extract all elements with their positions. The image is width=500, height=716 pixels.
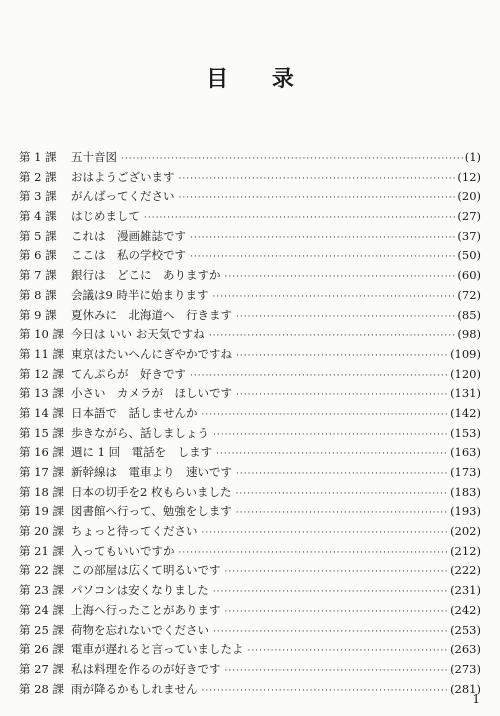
dot-leader <box>248 642 449 662</box>
lesson-page-reference: (109) <box>450 346 481 361</box>
dot-leader <box>236 308 455 328</box>
dot-leader <box>225 603 449 623</box>
toc-entry <box>19 384 481 404</box>
lesson-number: 第 27 課 <box>19 661 64 676</box>
toc-entry <box>19 266 481 286</box>
lesson-number: 第 6 課 <box>19 248 57 263</box>
lesson-title: 電車が遅れると言っていましたよ <box>71 642 244 657</box>
dot-leader <box>179 189 456 209</box>
lesson-page-reference: (222) <box>450 563 481 578</box>
dot-leader <box>225 563 449 583</box>
lesson-number: 第 14 課 <box>19 405 64 420</box>
lesson-title: はじめまして <box>71 209 140 224</box>
dot-leader <box>190 248 455 268</box>
lesson-page-reference: (212) <box>450 543 481 558</box>
lesson-page-reference: (153) <box>450 425 481 440</box>
dot-leader <box>236 386 448 406</box>
lesson-page-reference: (163) <box>450 445 481 460</box>
dot-leader <box>213 426 448 446</box>
lesson-title: 東京はたいへんにぎやかですね <box>71 346 232 361</box>
lesson-title: 今日は いい お天気ですね <box>71 327 205 342</box>
toc-entry <box>19 463 481 483</box>
toc-entry <box>19 207 481 227</box>
lesson-number: 第 4 課 <box>19 209 57 224</box>
dot-leader <box>190 229 455 249</box>
lesson-number: 第 26 課 <box>19 642 64 657</box>
dot-leader <box>225 268 456 288</box>
lesson-page-reference: (85) <box>457 307 481 322</box>
lesson-title: 新幹線は 電車より 速いです <box>71 465 232 479</box>
lesson-page-reference: (120) <box>450 366 481 381</box>
toc-entry <box>19 680 481 700</box>
lesson-title: 日本の切手を2 枚もらいました <box>71 484 232 499</box>
dot-leader <box>144 209 455 229</box>
lesson-page-reference: (193) <box>450 504 481 519</box>
toc-entry <box>19 443 481 463</box>
lesson-page-reference: (50) <box>457 248 481 263</box>
lesson-title: 銀行は どこに ありますか <box>71 268 221 283</box>
lesson-number: 第 12 課 <box>19 366 64 381</box>
toc-entry <box>19 522 481 542</box>
dot-leader <box>179 170 456 190</box>
lesson-title: 雨が降るかもしれません <box>71 681 198 696</box>
toc-entry <box>19 640 481 660</box>
page-title: 目 录 <box>206 66 312 92</box>
toc-entry <box>19 187 481 207</box>
lesson-page-reference: (142) <box>450 405 481 420</box>
lesson-page-reference: (183) <box>450 484 481 499</box>
lesson-number: 第 20 課 <box>19 524 64 539</box>
dot-leader <box>235 485 448 505</box>
lesson-number: 第 19 課 <box>19 504 64 519</box>
lesson-page-reference: (273) <box>450 661 481 676</box>
toc-entry <box>19 621 481 641</box>
lesson-title: 五十音図 <box>71 150 117 164</box>
lesson-number: 第 1 課 <box>19 150 57 164</box>
dot-leader <box>213 623 448 643</box>
page-number: 1 <box>472 692 480 706</box>
lesson-page-reference: (60) <box>457 268 481 283</box>
toc-entry <box>19 325 481 345</box>
lesson-number: 第 7 課 <box>19 268 57 283</box>
lesson-number: 第 28 課 <box>19 681 64 696</box>
dot-leader <box>236 504 448 524</box>
lesson-number: 第 2 課 <box>19 169 57 184</box>
lesson-title: てんぷらが 好きです <box>71 366 186 381</box>
toc-entry <box>19 660 481 680</box>
dot-leader <box>202 524 449 544</box>
lesson-title: がんばってください <box>71 189 175 204</box>
lesson-number: 第 22 課 <box>19 563 64 578</box>
lesson-page-reference: (263) <box>450 642 481 657</box>
lesson-number: 第 3 課 <box>19 189 57 204</box>
dot-leader <box>213 583 448 603</box>
lesson-page-reference: (202) <box>450 524 481 539</box>
lesson-title: 週に 1 回 電話を します <box>71 445 213 460</box>
lesson-number: 第 5 課 <box>19 228 57 243</box>
toc-entry <box>19 286 481 306</box>
dot-leader <box>202 682 449 702</box>
dot-leader <box>216 445 448 465</box>
dot-leader <box>202 406 449 426</box>
toc-entry <box>19 365 481 385</box>
toc-entry <box>19 246 481 266</box>
lesson-page-reference: (231) <box>450 583 481 598</box>
lesson-number: 第 9 課 <box>19 307 57 322</box>
lesson-number: 第 8 課 <box>19 287 57 302</box>
lesson-page-reference: (98) <box>457 327 481 342</box>
lesson-page-reference: (173) <box>450 465 481 479</box>
lesson-title: 私は料理を作るのが好きです <box>71 661 221 676</box>
lesson-title: 上海へ行ったことがあります <box>71 602 221 617</box>
lesson-title: おはようございます <box>71 169 175 184</box>
dot-leader <box>212 288 455 308</box>
lesson-page-reference: (37) <box>457 228 481 243</box>
toc-entry <box>19 483 481 503</box>
toc-entry <box>19 306 481 326</box>
lesson-number: 第 17 課 <box>19 465 64 479</box>
lesson-title: 会議は9 時半に始まります <box>71 287 209 302</box>
lesson-title: ここは 私の学校です <box>71 248 186 263</box>
lesson-title: この部屋は広くて明るいです <box>71 563 221 578</box>
toc-entry <box>19 542 481 562</box>
lesson-page-reference: (20) <box>457 189 481 204</box>
lesson-number: 第 21 課 <box>19 543 64 558</box>
lesson-page-reference: (1) <box>464 150 481 164</box>
toc-entry <box>19 148 481 168</box>
lesson-page-reference: (131) <box>450 386 481 401</box>
lesson-number: 第 18 課 <box>19 484 64 499</box>
dot-leader <box>236 347 448 367</box>
lesson-page-reference: (12) <box>457 169 481 184</box>
dot-leader <box>209 327 456 347</box>
lesson-number: 第 23 課 <box>19 583 64 598</box>
lesson-number: 第 10 課 <box>19 327 64 342</box>
lesson-title: 図書館へ行って、勉強をします <box>71 504 232 519</box>
lesson-number: 第 13 課 <box>19 386 64 401</box>
lesson-title: パソコンは安くなりました <box>71 583 209 598</box>
dot-leader <box>236 465 448 485</box>
lesson-number: 第 25 課 <box>19 622 64 637</box>
lesson-title: 入ってもいいですか <box>71 543 175 558</box>
toc-entry <box>19 581 481 601</box>
toc-entry <box>19 502 481 522</box>
lesson-title: ちょっと待ってください <box>71 524 198 539</box>
toc-entry <box>19 601 481 621</box>
lesson-number: 第 24 課 <box>19 602 64 617</box>
toc-entry <box>19 404 481 424</box>
dot-leader <box>225 662 449 682</box>
lesson-title: 日本語で 話しませんか <box>71 405 198 420</box>
lesson-number: 第 16 課 <box>19 445 64 460</box>
table-of-contents <box>19 148 481 699</box>
toc-entry <box>19 561 481 581</box>
lesson-title: これは 漫画雑誌です <box>71 228 186 243</box>
toc-entry <box>19 424 481 444</box>
lesson-number: 第 11 課 <box>19 346 64 361</box>
lesson-page-reference: (72) <box>457 287 481 302</box>
toc-entry <box>19 345 481 365</box>
lesson-page-reference: (253) <box>450 622 481 637</box>
lesson-number: 第 15 課 <box>19 425 64 440</box>
lesson-page-reference: (281) <box>450 681 481 696</box>
lesson-page-reference: (242) <box>450 602 481 617</box>
lesson-page-reference: (27) <box>457 209 481 224</box>
lesson-title: 夏休みに 北海道へ 行きます <box>71 307 232 322</box>
lesson-title: 荷物を忘れないでください <box>71 622 209 637</box>
lesson-title: 小さい カメラが ほしいです <box>71 386 232 401</box>
lesson-title: 歩きながら、話しましょう <box>71 425 209 440</box>
toc-entry <box>19 227 481 247</box>
toc-entry <box>19 168 481 188</box>
